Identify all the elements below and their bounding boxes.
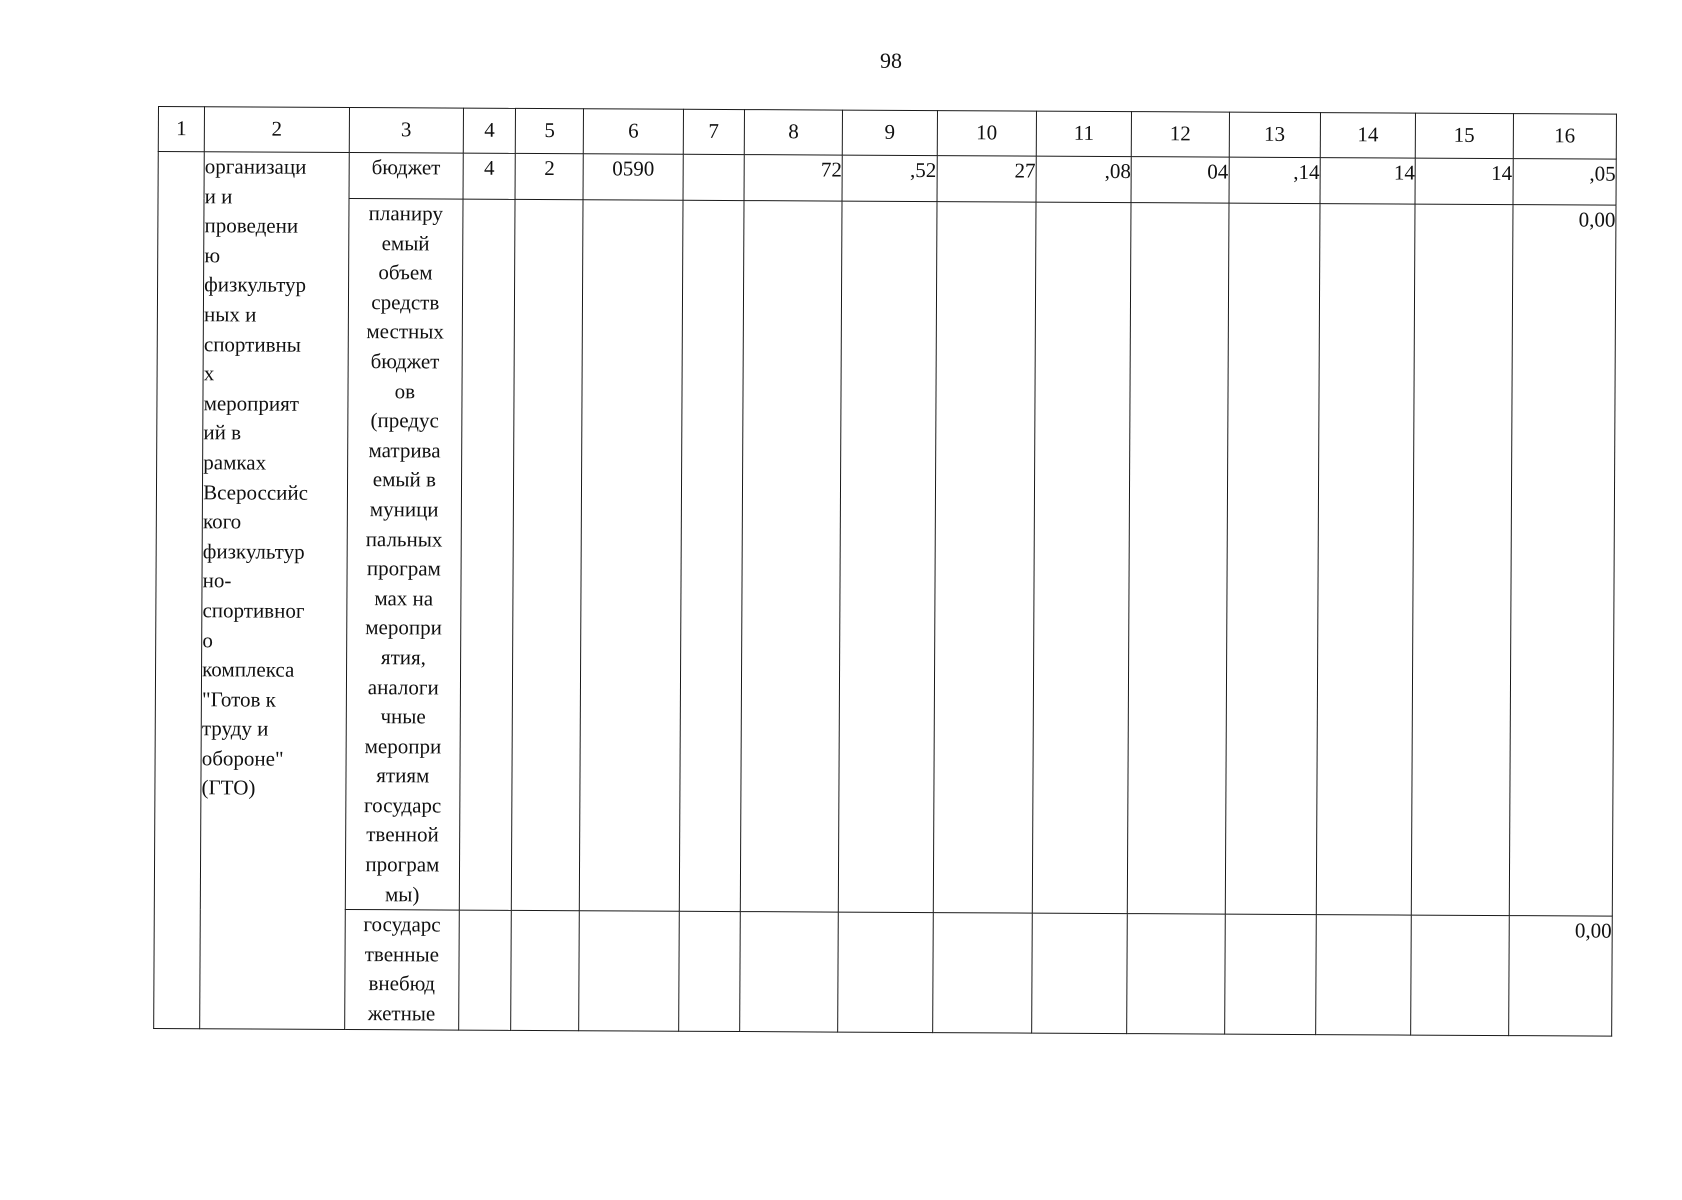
header-cell: 1	[158, 107, 204, 152]
source-line: муници	[369, 497, 439, 522]
source-line: меропри	[364, 733, 442, 759]
source-line: меропри	[365, 615, 442, 640]
header-cell: 16	[1513, 114, 1617, 160]
empty-cell	[1411, 915, 1509, 1035]
event-name-line: мероприят	[203, 390, 300, 416]
empty-cell	[740, 201, 842, 913]
source-line: аналоги	[367, 674, 439, 699]
value-cell: 0,00	[1508, 916, 1612, 1036]
source-line: мах на	[374, 585, 434, 611]
source-line: ятия,	[380, 645, 427, 670]
event-name-line: "Готов к	[201, 686, 276, 712]
empty-cell	[1411, 204, 1512, 916]
header-row	[158, 107, 1616, 160]
empty-cell	[459, 910, 512, 1030]
event-name-line: кого	[202, 509, 242, 534]
event-name-line: ю	[204, 243, 221, 268]
event-name-line: ий в	[203, 420, 242, 445]
event-name-line: комплекса	[202, 657, 295, 682]
header-cell: 13	[1229, 112, 1321, 157]
source-line: програм	[366, 556, 441, 581]
header-cell: 9	[843, 110, 938, 155]
header-cell: 15	[1415, 113, 1513, 159]
event-name-line: но-	[202, 568, 232, 593]
empty-cell	[932, 913, 1032, 1033]
header-cell: 7	[683, 109, 744, 154]
source-line: местных	[366, 319, 444, 344]
value-cell: ,05	[1513, 159, 1617, 206]
source-line: планиру	[368, 201, 443, 226]
empty-cell	[459, 199, 515, 911]
offbudget-row	[154, 909, 1613, 1036]
code-cell: 4	[463, 153, 515, 199]
event-name-line: проведени	[204, 213, 299, 238]
value-cell: ,52	[842, 155, 937, 201]
source-line: государс	[364, 792, 442, 818]
header-cell: 6	[584, 109, 684, 155]
header-cell: 14	[1320, 113, 1416, 158]
source-line: емый в	[372, 467, 437, 492]
funding-source-budget: бюджет	[349, 153, 464, 200]
empty-cell	[678, 911, 740, 1031]
empty-cell	[580, 200, 683, 912]
value-cell: ,08	[1036, 156, 1132, 202]
header-cell: 4	[463, 108, 515, 153]
header-cell: 12	[1131, 112, 1229, 158]
empty-cell	[579, 911, 679, 1031]
value-cell: 27	[937, 156, 1037, 203]
empty-cell	[1032, 913, 1128, 1033]
empty-cell	[679, 200, 744, 912]
row-number-cell	[154, 152, 205, 1029]
page-number: 98	[880, 48, 902, 73]
source-line: пальных	[365, 526, 443, 552]
event-name-cell	[200, 152, 349, 1029]
empty-cell	[838, 912, 933, 1032]
source-line: мы)	[384, 881, 420, 907]
source-line: объем	[378, 260, 433, 285]
code-cell	[683, 154, 744, 200]
source-line: жетные	[367, 1001, 436, 1026]
empty-cell	[740, 912, 839, 1032]
header-cell: 10	[937, 111, 1037, 157]
empty-cell	[511, 199, 583, 911]
source-line: ов	[394, 378, 416, 403]
source-line: чные	[380, 704, 426, 729]
value-cell: 0,00	[1509, 205, 1616, 917]
event-name-line: физкультур	[204, 272, 307, 298]
value-cell: ,14	[1229, 157, 1321, 203]
empty-cell	[1224, 914, 1316, 1034]
source-line: програм	[365, 852, 440, 877]
funding-source-local	[345, 198, 463, 910]
source-line: государс	[363, 912, 441, 937]
empty-cell	[933, 202, 1036, 914]
event-name-line: труду и	[201, 716, 269, 741]
header-cell: 5	[515, 108, 583, 153]
event-name-line: (ГТО)	[201, 775, 256, 800]
empty-cell	[511, 911, 580, 1031]
empty-cell	[1127, 914, 1225, 1034]
event-name-line: спортивны	[203, 331, 301, 357]
budget-table	[153, 106, 1617, 1036]
source-line: твенной	[366, 822, 439, 847]
source-line: бюджет	[370, 349, 440, 374]
event-name-line: х	[203, 361, 215, 386]
empty-cell	[1128, 203, 1229, 915]
empty-cell	[839, 201, 937, 913]
event-name-line: спортивног	[202, 598, 305, 623]
event-name-line: физкультур	[202, 538, 305, 564]
source-line: средств	[371, 289, 440, 315]
source-line: твенные	[364, 941, 440, 967]
event-name-line: организаци	[204, 154, 307, 179]
code-cell: 2	[515, 153, 583, 199]
local-budget-row	[154, 198, 1616, 917]
header-cell: 3	[349, 108, 464, 154]
value-cell: 14	[1320, 158, 1416, 204]
empty-cell	[1316, 915, 1412, 1035]
event-name-line: о	[202, 627, 213, 652]
source-line: емый	[381, 230, 430, 256]
event-name-line: обороне"	[201, 746, 284, 771]
empty-cell	[1225, 203, 1320, 915]
event-name-line: рамках	[203, 450, 267, 475]
event-name-line: ных и	[204, 302, 257, 327]
empty-cell	[1032, 202, 1131, 914]
budget-row	[158, 152, 1616, 206]
empty-cell	[1316, 204, 1415, 916]
header-cell: 11	[1036, 111, 1132, 156]
source-line: матрива	[368, 437, 441, 463]
header-cell: 8	[744, 110, 843, 156]
source-line: ятиям	[376, 763, 430, 788]
value-cell: 04	[1131, 157, 1229, 204]
value-cell: 72	[744, 155, 843, 202]
event-name-line: Всероссийс	[203, 479, 309, 505]
value-cell: 14	[1415, 158, 1513, 205]
code-cell: 0590	[583, 154, 683, 201]
funding-source-offbudget	[344, 910, 459, 1030]
event-name-line: и и	[204, 183, 233, 208]
source-line: внебюд	[368, 971, 436, 996]
source-line: (предус	[370, 408, 439, 433]
header-cell: 2	[204, 107, 349, 153]
